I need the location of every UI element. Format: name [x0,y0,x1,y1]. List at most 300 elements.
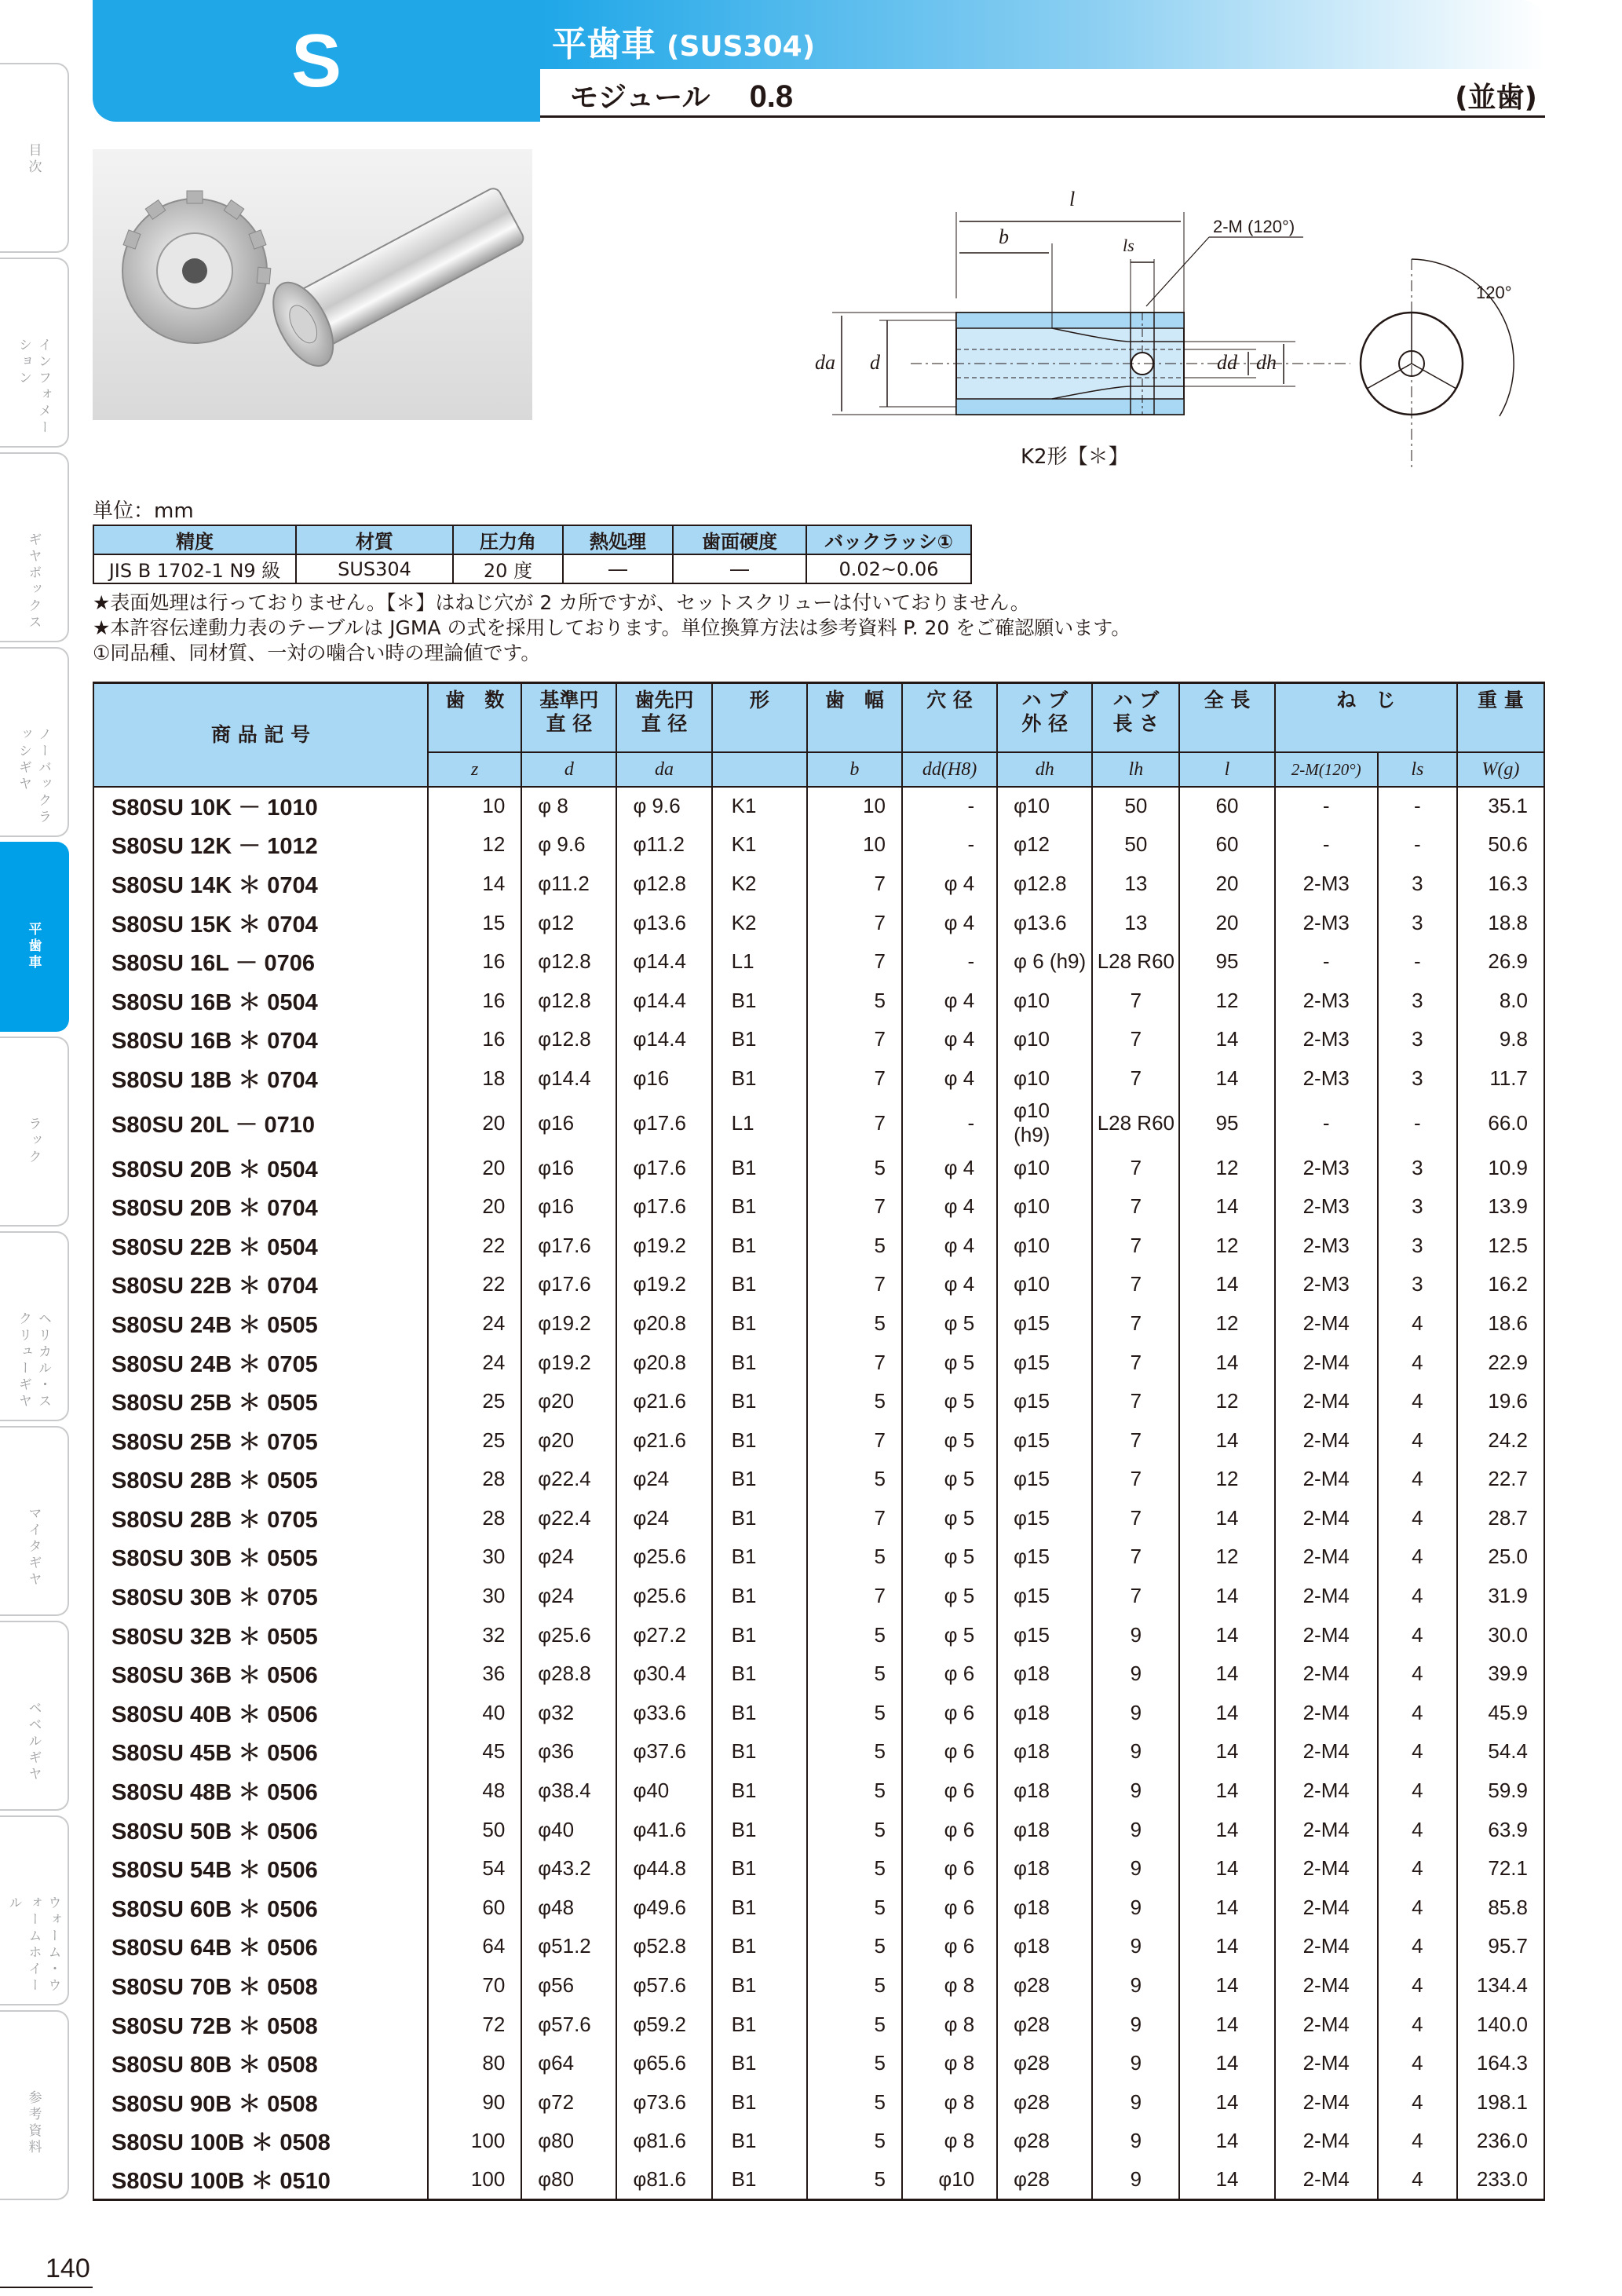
table-cell: 14 [1179,1615,1274,1654]
table-cell: φ28 [997,2161,1092,2200]
table-cell: 16 [428,1020,521,1059]
table-cell: 5 [807,2122,902,2161]
table-cell: 28 [428,1499,521,1538]
table-cell: 20 [428,1148,521,1187]
table-cell: 14 [1179,1888,1274,1928]
table-cell: 50 [1092,825,1179,865]
table-cell: φ 5 [902,1577,997,1616]
table-cell: φ 5 [902,1382,997,1421]
table-cell: 2-M4 [1275,1615,1378,1654]
table-cell: B1 [712,1499,807,1538]
table-cell: φ28 [997,1966,1092,2005]
table-cell: S80SU 24B ＊ 0705 [93,1343,428,1382]
table-cell: φ 4 [902,1265,997,1304]
dim-label-da: da [815,351,835,374]
table-cell: 7 [807,1499,902,1538]
table-cell: 4 [1378,1304,1457,1344]
table-cell: 2-M4 [1275,1577,1378,1616]
table-cell: 12 [1179,1382,1274,1421]
table-cell: 50 [1092,787,1179,826]
table-cell: S80SU 40B ＊ 0506 [93,1694,428,1733]
table-row [93,1382,1544,1421]
table-cell: φ28.8 [521,1654,616,1694]
table-cell: 59.9 [1457,1771,1544,1811]
table-cell: 14 [1179,1059,1274,1099]
table-cell: φ72 [521,2083,616,2122]
table-cell: φ25.6 [521,1615,616,1654]
col-dd: 穴 径 [902,683,997,752]
table-row [93,1499,1544,1538]
table-cell: 100 [428,2161,521,2200]
table-cell: B1 [712,2044,807,2083]
side-tab[interactable] [0,1036,69,1227]
table-cell: 14 [1179,1577,1274,1616]
table-cell: S80SU 48B ＊ 0506 [93,1771,428,1811]
table-cell: φ 4 [902,981,997,1020]
table-cell: 5 [807,2161,902,2200]
table-cell: 9 [1092,1927,1179,1966]
table-row [93,1537,1544,1577]
table-cell: 7 [807,1577,902,1616]
table-row [93,2005,1544,2044]
table-cell: 24 [428,1304,521,1344]
table-cell: 2-M4 [1275,1966,1378,2005]
table-cell: 18.8 [1457,903,1544,942]
side-tab[interactable] [0,1231,69,1421]
table-cell: 14 [1179,2161,1274,2200]
table-cell: φ12.8 [997,865,1092,904]
table-cell: 140.0 [1457,2005,1544,2044]
table-cell: φ28 [997,2005,1092,2044]
table-cell: φ81.6 [616,2161,711,2200]
table-cell: K1 [712,825,807,865]
table-cell: 9 [1092,1966,1179,2005]
table-cell: B1 [712,2005,807,2044]
table-cell: 134.4 [1457,1966,1544,2005]
table-cell: S80SU 20L － 0710 [93,1098,428,1148]
table-cell: 30.0 [1457,1615,1544,1654]
table-cell: S80SU 25B ＊ 0505 [93,1382,428,1421]
table-cell: 13 [1092,903,1179,942]
table-cell: φ22.4 [521,1460,616,1499]
table-cell: 18 [428,1059,521,1099]
table-cell: B1 [712,1577,807,1616]
table-cell: S80SU 64B ＊ 0506 [93,1927,428,1966]
table-cell: φ10 [997,1226,1092,1265]
table-cell: φ 4 [902,1226,997,1265]
table-cell: φ15 [997,1304,1092,1344]
table-body [93,787,1544,2200]
page-header [93,0,1545,122]
table-cell: 9 [1092,1654,1179,1694]
table-cell: 13.9 [1457,1187,1544,1227]
table-cell: 7 [807,1059,902,1099]
table-cell: 2-M4 [1275,1694,1378,1733]
table-cell: φ12.8 [521,981,616,1020]
table-cell: φ15 [997,1382,1092,1421]
table-cell: 72 [428,2005,521,2044]
col-da: 歯先円 直 径 [616,683,711,752]
table-cell: 12 [1179,1226,1274,1265]
series-code-badge: S [93,0,540,122]
table-cell: 20 [428,1098,521,1148]
table-cell: 14 [1179,2083,1274,2122]
table-cell: 15 [428,903,521,942]
table-cell: φ18 [997,1732,1092,1771]
table-cell: 7 [1092,1148,1179,1187]
table-cell: 5 [807,981,902,1020]
table-cell: 2-M3 [1275,903,1378,942]
table-cell: B1 [712,2083,807,2122]
table-row [93,1732,1544,1771]
table-cell: S80SU 22B ＊ 0504 [93,1226,428,1265]
table-cell: B1 [712,1226,807,1265]
table-cell: φ 6 [902,1888,997,1928]
sym-m: 2-M(120°) [1275,752,1378,787]
table-cell: φ65.6 [616,2044,711,2083]
table-cell: 7 [1092,1577,1179,1616]
table-cell: S80SU 72B ＊ 0508 [93,2005,428,2044]
technical-drawing [785,181,1539,479]
sym-z: z [428,752,521,787]
table-cell: φ16 [616,1059,711,1099]
side-tab-label: ベベルギヤ [25,1701,42,1783]
table-cell: 5 [807,1771,902,1811]
table-cell: B1 [712,1020,807,1059]
table-cell: φ 6 [902,1810,997,1849]
table-cell: φ 4 [902,1020,997,1059]
table-cell: 2-M4 [1275,2122,1378,2161]
table-cell: 20 [428,1187,521,1227]
table-cell: φ15 [997,1499,1092,1538]
note-3: ①同品種、同材質、一対の噛合い時の理論値です。 [93,642,541,664]
spec-value-cell: ― [563,554,673,583]
table-cell: φ17.6 [616,1148,711,1187]
table-cell: 14 [1179,1966,1274,2005]
table-cell: B1 [712,1265,807,1304]
table-cell: φ18 [997,1888,1092,1928]
sym-dd: dd(H8) [902,752,997,787]
table-cell: φ17.6 [616,1187,711,1227]
sym-d: d [521,752,616,787]
table-cell: 7 [1092,1343,1179,1382]
table-cell: 9 [1092,1771,1179,1811]
table-cell: S80SU 28B ＊ 0705 [93,1499,428,1538]
table-cell: B1 [712,1615,807,1654]
table-cell: φ49.6 [616,1888,711,1928]
page-number: 140 [46,2254,90,2283]
table-cell: φ 8 [902,1966,997,2005]
col-code: 商 品 記 号 [93,683,428,787]
table-cell: 4 [1378,1810,1457,1849]
table-row [93,1694,1544,1733]
gear-photo-illustration [93,149,532,420]
table-cell: 4 [1378,1888,1457,1928]
table-cell: 5 [807,1888,902,1928]
table-row [93,1059,1544,1099]
table-cell: φ12 [997,825,1092,865]
table-cell: - [1378,825,1457,865]
table-cell: S80SU 28B ＊ 0505 [93,1460,428,1499]
table-cell: L28 R60 [1092,942,1179,982]
table-cell: 5 [807,1226,902,1265]
col-b: 歯 幅 [807,683,902,752]
table-cell: φ81.6 [616,2122,711,2161]
table-cell: φ37.6 [616,1732,711,1771]
table-cell: φ38.4 [521,1771,616,1811]
table-cell: φ 4 [902,1187,997,1227]
table-cell: B1 [712,1732,807,1771]
table-cell: 5 [807,1927,902,1966]
side-tab[interactable] [0,647,69,837]
table-cell: φ10 [997,1020,1092,1059]
table-cell: 3 [1378,1265,1457,1304]
table-cell: 30 [428,1537,521,1577]
table-cell: 7 [1092,1537,1179,1577]
table-cell: 7 [1092,1020,1179,1059]
table-cell: φ15 [997,1460,1092,1499]
table-row [93,1265,1544,1304]
table-cell: 7 [1092,1420,1179,1460]
table-cell: 19.6 [1457,1382,1544,1421]
table-cell: 2-M4 [1275,1343,1378,1382]
table-row [93,1460,1544,1499]
table-row [93,2122,1544,2161]
side-tab-label: 平歯車 [25,922,42,971]
table-cell: φ 6 [902,1654,997,1694]
table-cell: φ64 [521,2044,616,2083]
side-tab[interactable] [0,1426,69,1616]
table-cell: φ24 [616,1460,711,1499]
side-tab-label: インフォメーション [16,338,51,437]
table-row [93,865,1544,904]
side-tab[interactable] [0,63,69,253]
table-cell: 7 [807,865,902,904]
table-cell: 5 [807,1460,902,1499]
table-cell: φ12.8 [521,942,616,982]
table-cell: φ14.4 [616,1020,711,1059]
table-cell: 14 [1179,2005,1274,2044]
table-cell: 5 [807,2005,902,2044]
col-dh: ハ ブ 外 径 [997,683,1092,752]
table-cell: 24.2 [1457,1420,1544,1460]
table-cell: φ 8 [521,787,616,826]
table-cell: 8.0 [1457,981,1544,1020]
col-d: 基準円 直 径 [521,683,616,752]
table-cell: φ20.8 [616,1304,711,1344]
table-cell: 48 [428,1771,521,1811]
table-cell: 22.9 [1457,1343,1544,1382]
table-cell: 31.9 [1457,1577,1544,1616]
table-cell: B1 [712,1420,807,1460]
table-cell: B1 [712,1059,807,1099]
table-cell: 5 [807,1148,902,1187]
table-cell: 4 [1378,1382,1457,1421]
table-cell: B1 [712,1927,807,1966]
side-tab-label: ラック [25,1117,42,1166]
table-cell: φ24 [616,1499,711,1538]
table-cell: 7 [1092,1499,1179,1538]
table-cell: 12 [1179,1304,1274,1344]
side-tab[interactable] [0,258,69,448]
table-cell: 30 [428,1577,521,1616]
sym-dh: dh [997,752,1092,787]
table-cell: φ 5 [902,1343,997,1382]
table-cell: 16 [428,942,521,982]
side-tab[interactable] [0,452,69,642]
col-screw: ね じ [1275,683,1457,752]
table-cell: φ10 [997,1187,1092,1227]
table-header-row [93,683,1544,752]
table-cell: 4 [1378,1849,1457,1888]
table-cell: 22 [428,1226,521,1265]
table-cell: 5 [807,1966,902,2005]
table-cell: 7 [807,1098,902,1148]
table-cell: K2 [712,903,807,942]
table-cell: 14 [1179,1771,1274,1811]
module-label: モジュール [570,82,711,114]
spec-value-cell: JIS B 1702-1 N9 級 [93,554,296,583]
table-cell: φ57.6 [616,1966,711,2005]
page-rule [0,2287,93,2288]
table-row [93,1020,1544,1059]
table-cell: φ15 [997,1615,1092,1654]
table-cell: 14 [1179,1187,1274,1227]
table-cell: 5 [807,1849,902,1888]
table-cell: φ 6 [902,1694,997,1733]
table-row [93,1304,1544,1344]
table-cell: 54 [428,1849,521,1888]
side-tab[interactable] [0,2010,69,2200]
table-cell: 3 [1378,1020,1457,1059]
table-cell: φ28 [997,2083,1092,2122]
table-cell: 7 [807,1187,902,1227]
table-cell: φ12 [521,903,616,942]
table-cell: L1 [712,1098,807,1148]
table-cell: 20 [1179,865,1274,904]
dim-label-dh: dh [1256,351,1277,374]
table-cell: 4 [1378,1420,1457,1460]
sym-lh: lh [1092,752,1179,787]
table-cell: 9 [1092,1732,1179,1771]
table-cell: φ17.6 [521,1265,616,1304]
table-cell: 80 [428,2044,521,2083]
table-cell: 9 [1092,1694,1179,1733]
side-tab[interactable] [0,842,69,1032]
table-cell: φ10 [997,981,1092,1020]
table-cell: φ 6 [902,1771,997,1811]
table-cell: φ10 [997,1148,1092,1187]
table-cell: 2-M4 [1275,1810,1378,1849]
table-cell: 16.3 [1457,865,1544,904]
table-cell: 2-M4 [1275,1849,1378,1888]
table-cell: 4 [1378,1966,1457,2005]
table-cell: φ10 [997,1265,1092,1304]
table-cell: 7 [1092,1304,1179,1344]
col-type: 形 [712,683,807,752]
spec-value-cell: 20 度 [453,554,563,583]
table-cell: - [902,1098,997,1148]
table-cell: 100 [428,2122,521,2161]
table-cell: φ36 [521,1732,616,1771]
spec-header-cell: 歯面硬度 [673,525,806,554]
table-cell: 14 [1179,1849,1274,1888]
table-cell: φ19.2 [616,1265,711,1304]
table-cell: φ40 [521,1810,616,1849]
table-cell: φ57.6 [521,2005,616,2044]
table-cell: φ32 [521,1694,616,1733]
table-cell: B1 [712,2161,807,2200]
table-cell: φ18 [997,1849,1092,1888]
table-cell: 5 [807,1615,902,1654]
table-cell: - [902,825,997,865]
table-cell: 7 [1092,1226,1179,1265]
table-cell: - [902,942,997,982]
table-cell: 12.5 [1457,1226,1544,1265]
table-cell: φ 6 [902,1927,997,1966]
table-cell: 236.0 [1457,2122,1544,2161]
spec-value-cell: SUS304 [296,554,453,583]
table-cell: - [1378,942,1457,982]
table-cell: 14 [1179,1020,1274,1059]
table-cell: φ18 [997,1654,1092,1694]
table-cell: S80SU 30B ＊ 0505 [93,1537,428,1577]
side-tab[interactable] [0,1815,69,2005]
product-photo [93,149,532,420]
table-cell: - [1378,1098,1457,1148]
table-cell: 3 [1378,903,1457,942]
table-cell: 3 [1378,1187,1457,1227]
module-value: 0.8 [749,79,794,114]
table-cell: 5 [807,1304,902,1344]
table-cell: φ33.6 [616,1694,711,1733]
table-cell: 7 [807,1420,902,1460]
table-cell: B1 [712,1810,807,1849]
sym-w: W(g) [1457,752,1544,787]
table-cell: φ16 [521,1098,616,1148]
table-cell: 5 [807,1537,902,1577]
table-cell: φ10 (h9) [997,1098,1092,1148]
table-cell: 95.7 [1457,1927,1544,1966]
table-cell: 7 [1092,981,1179,1020]
table-cell: 7 [1092,1265,1179,1304]
table-cell: K2 [712,865,807,904]
table-cell: φ73.6 [616,2083,711,2122]
table-cell: 7 [807,1343,902,1382]
table-cell: 5 [807,1694,902,1733]
table-cell: B1 [712,1148,807,1187]
spec-table [93,525,972,584]
table-cell: φ 5 [902,1420,997,1460]
table-cell: 2-M4 [1275,1420,1378,1460]
table-cell: φ17.6 [616,1098,711,1148]
table-cell: φ30.4 [616,1654,711,1694]
table-cell: 12 [1179,1537,1274,1577]
spec-header-cell: 材質 [296,525,453,554]
table-cell: 13 [1092,865,1179,904]
table-cell: φ10 [997,1059,1092,1099]
table-cell: 14 [1179,2044,1274,2083]
table-cell: φ 5 [902,1615,997,1654]
table-cell: 60 [1179,825,1274,865]
table-cell: - [1275,787,1378,826]
table-cell: S80SU 16B ＊ 0704 [93,1020,428,1059]
side-tab-label: マイタギヤ [25,1506,42,1589]
side-tab-label: ノーバックラッシギヤ [16,727,51,826]
side-tab[interactable] [0,1621,69,1811]
table-cell: 28.7 [1457,1499,1544,1538]
table-cell: φ20 [521,1420,616,1460]
